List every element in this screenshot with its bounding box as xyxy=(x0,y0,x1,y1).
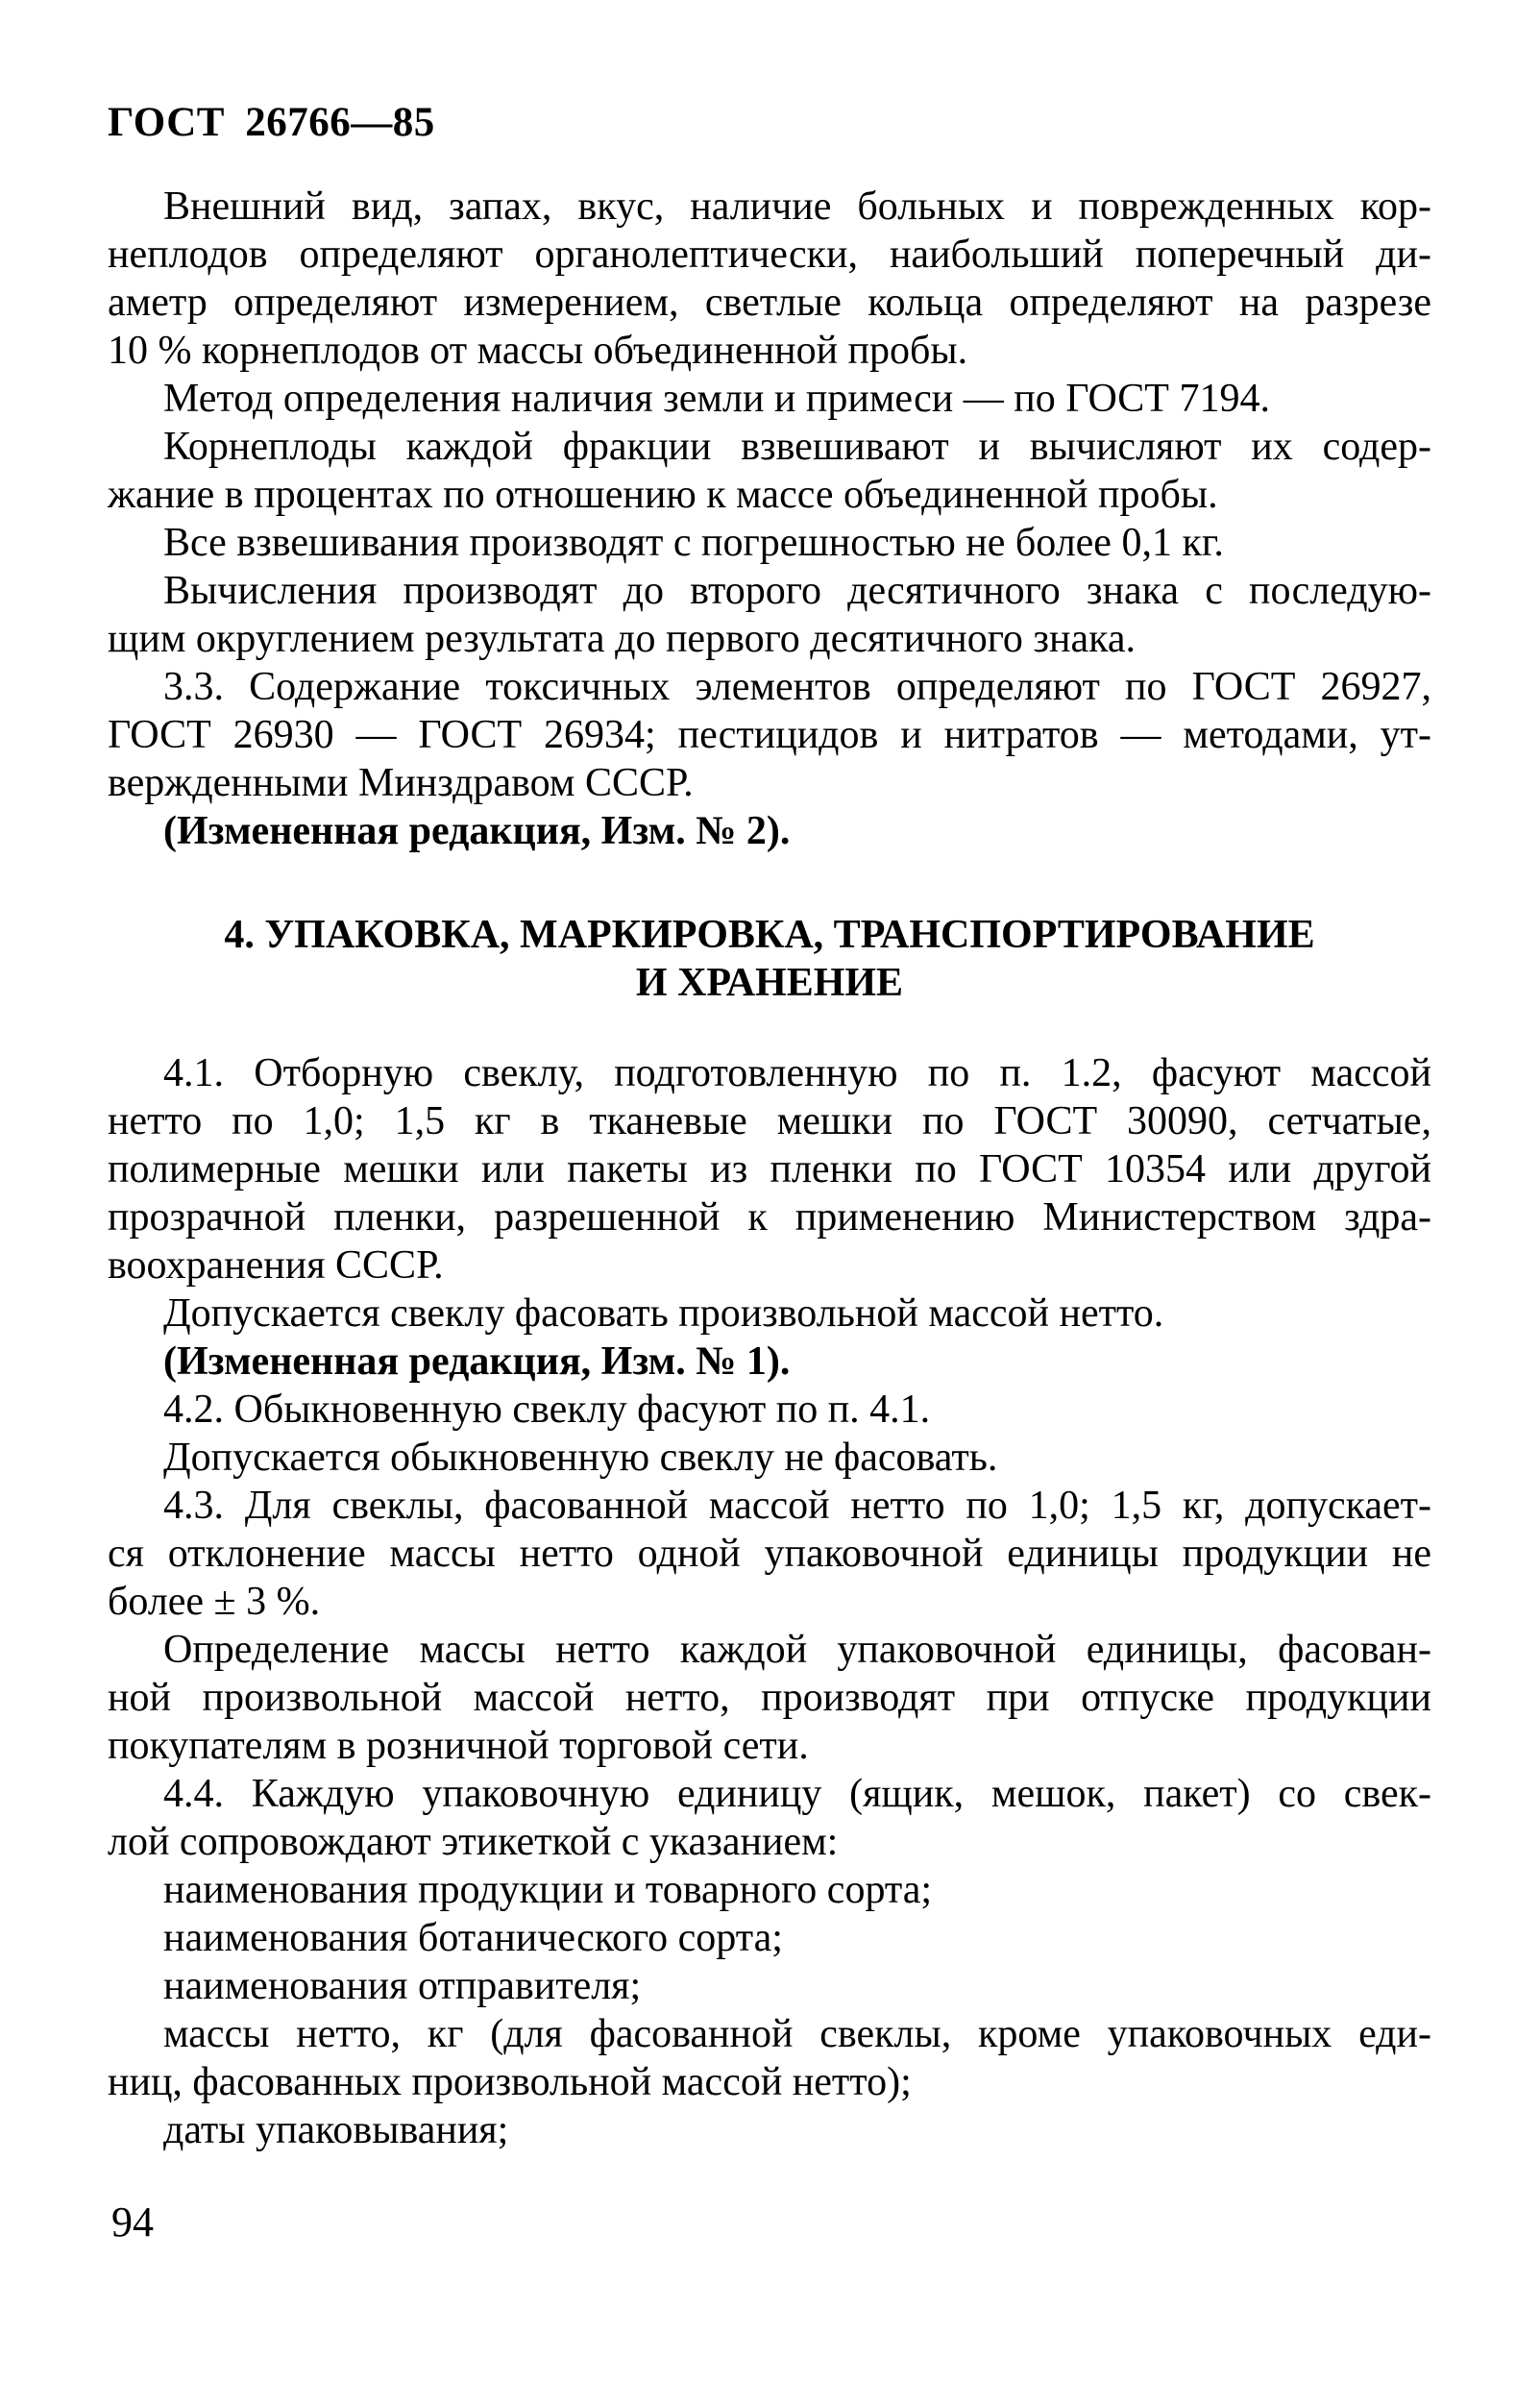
text-line: даты упаковывания; xyxy=(163,2108,509,2152)
gost-standard-number: ГОСТ 26766—85 xyxy=(108,100,435,145)
paragraph xyxy=(108,1338,1431,1386)
paragraph xyxy=(108,2010,1431,2106)
text-line: наименования ботанического сорта; xyxy=(163,1916,783,1960)
paragraph xyxy=(108,1434,1431,1482)
section-heading xyxy=(108,911,1431,1007)
text-line: И ХРАНЕНИЕ xyxy=(635,961,904,1005)
paragraph xyxy=(108,1482,1431,1626)
text-line: ся отклонение массы нетто одной упаковочной единицы продукции не xyxy=(108,1532,1431,1576)
paragraph xyxy=(108,183,1431,375)
text-line: массы нетто, кг (для фасованной свеклы, кроме упаковочных еди- xyxy=(163,2012,1431,2056)
paragraph xyxy=(108,1866,1431,1914)
text-line: 3.3. Содержание токсичных элементов определяют по ГОСТ 26927, xyxy=(163,665,1431,709)
text-line: Все взвешивания производят с погрешностью не более 0,1 кг. xyxy=(163,521,1224,565)
text-line: 10 % корнеплодов от массы объединенной пробы. xyxy=(108,329,968,373)
paragraph xyxy=(108,567,1431,663)
text-line: 4.2. Обыкновенную свеклу фасуют по п. 4.1. xyxy=(163,1387,931,1432)
text-line: ниц, фасованных произвольной массой нетто); xyxy=(108,2060,912,2104)
paragraph xyxy=(108,1770,1431,1866)
text-line: вержденными Минздравом СССР. xyxy=(108,761,694,805)
paragraph xyxy=(108,1962,1431,2010)
text-line: Определение массы нетто каждой упаковочной единицы, фасован- xyxy=(163,1628,1431,1672)
text-line: прозрачной пленки, разрешенной к применению Министерством здра- xyxy=(108,1195,1431,1240)
text-line: Вычисления производят до второго десятичного знака с последую- xyxy=(163,569,1431,613)
text-line: жание в процентах по отношению к массе объединенной пробы. xyxy=(108,473,1218,517)
text-line: лой сопровождают этикеткой с указанием: xyxy=(108,1820,839,1864)
text-line: Допускается свеклу фасовать произвольной массой нетто. xyxy=(163,1291,1164,1336)
paragraph xyxy=(108,1049,1431,1289)
text-line: щим округлением результата до первого десятичного знака. xyxy=(108,617,1137,661)
paragraph xyxy=(108,2106,1431,2154)
text-line: аметр определяют измерением, светлые кольца определяют на разрезе xyxy=(108,281,1431,325)
paragraph xyxy=(108,1386,1431,1434)
text-line: нетто по 1,0; 1,5 кг в тканевые мешки по ГОСТ 30090, сетчатые, xyxy=(108,1099,1431,1143)
text-line: Допускается обыкновенную свеклу не фасовать. xyxy=(163,1436,998,1480)
text-line: 4. УПАКОВКА, МАРКИРОВКА, ТРАНСПОРТИРОВАНИЕ xyxy=(224,913,1315,957)
text-line: Корнеплоды каждой фракции взвешивают и вычисляют их содер- xyxy=(163,425,1431,469)
text-line: неплодов определяют органолептически, наибольший поперечный ди- xyxy=(108,233,1431,277)
document-text-block xyxy=(108,183,1431,2154)
text-line: Метод определения наличия земли и примеси — по ГОСТ 7194. xyxy=(163,377,1270,421)
paragraph xyxy=(108,663,1431,807)
page-number: 94 xyxy=(111,2198,154,2246)
text-line: 4.1. Отборную свеклу, подготовленную по п. 1.2, фасуют массой xyxy=(163,1051,1431,1095)
text-line: более ± 3 %. xyxy=(108,1580,321,1624)
text-line: 4.3. Для свеклы, фасованной массой нетто по 1,0; 1,5 кг, допускает- xyxy=(163,1484,1431,1528)
paragraph xyxy=(108,1626,1431,1770)
paragraph xyxy=(108,807,1431,855)
text-line: наименования продукции и товарного сорта; xyxy=(163,1868,933,1912)
paragraph xyxy=(108,1289,1431,1338)
paragraph xyxy=(108,519,1431,567)
text-line: воохранения СССР. xyxy=(108,1243,444,1288)
text-line: наименования отправителя; xyxy=(163,1964,642,2008)
text-line: (Измененная редакция, Изм. № 2). xyxy=(163,809,791,853)
text-line: 4.4. Каждую упаковочную единицу (ящик, мешок, пакет) со свек- xyxy=(163,1772,1431,1816)
text-line: покупателям в розничной торговой сети. xyxy=(108,1724,809,1768)
paragraph xyxy=(108,1914,1431,1962)
text-line: Внешний вид, запах, вкус, наличие больных и поврежденных кор- xyxy=(163,184,1431,229)
text-line: ной произвольной массой нетто, производят при отпуске продукции xyxy=(108,1676,1431,1720)
paragraph xyxy=(108,423,1431,519)
text-line: ГОСТ 26930 — ГОСТ 26934; пестицидов и нитратов — методами, ут- xyxy=(108,713,1431,757)
text-line: (Измененная редакция, Изм. № 1). xyxy=(163,1339,791,1384)
paragraph xyxy=(108,375,1431,423)
text-line: полимерные мешки или пакеты из пленки по ГОСТ 10354 или другой xyxy=(108,1147,1431,1191)
